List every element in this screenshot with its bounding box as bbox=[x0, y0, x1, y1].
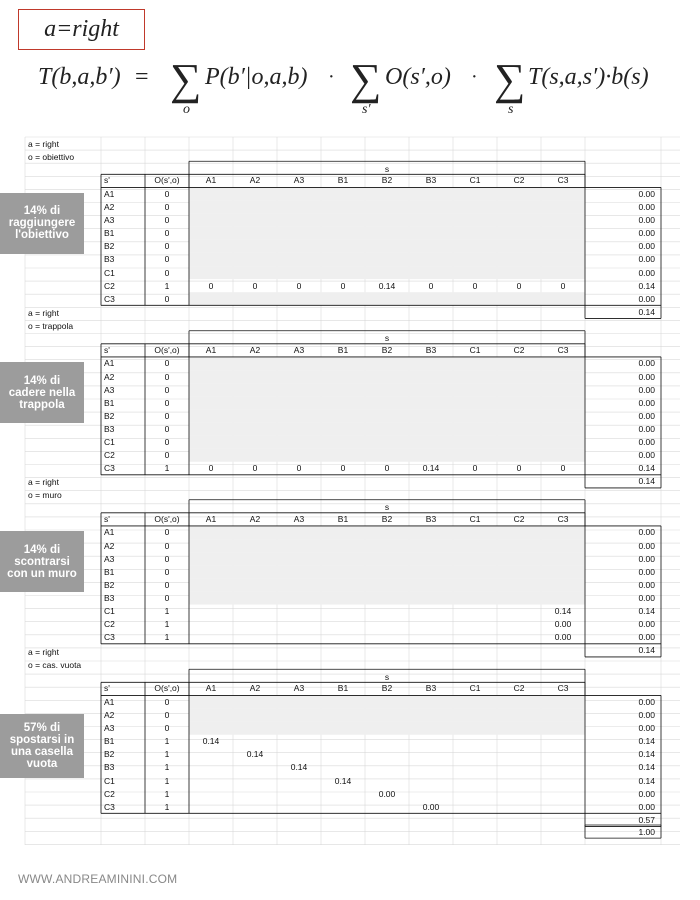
row-total: 0.00 bbox=[638, 358, 655, 369]
row-state-a2: A2 bbox=[104, 710, 115, 721]
row-observation-prob: 1 bbox=[164, 280, 170, 291]
row-observation-prob: 1 bbox=[164, 801, 170, 812]
row-state-c3: C3 bbox=[104, 801, 115, 812]
row-state-c1: C1 bbox=[104, 267, 115, 278]
cell-value-b3: 0.00 bbox=[422, 801, 440, 812]
cell-value-c2: 0 bbox=[516, 280, 522, 291]
row-total: 0.14 bbox=[638, 762, 655, 773]
row-observation-prob: 0 bbox=[164, 566, 170, 577]
row-observation-prob: 0 bbox=[164, 188, 170, 199]
row-state-c1: C1 bbox=[104, 437, 115, 448]
row-state-c2: C2 bbox=[104, 788, 115, 799]
row-state-b1: B1 bbox=[104, 566, 115, 577]
cell-value-a2: 0 bbox=[252, 463, 258, 474]
row-state-a1: A1 bbox=[104, 188, 115, 199]
sum-subscript-2: s′ bbox=[362, 102, 371, 117]
cell-value-b2: 0.14 bbox=[378, 280, 396, 291]
state-column-header-a2: A2 bbox=[249, 513, 261, 524]
cell-value-c3: 0.00 bbox=[554, 632, 572, 643]
state-column-header-c3: C3 bbox=[557, 344, 569, 355]
row-total: 0.00 bbox=[638, 553, 655, 564]
row-state-b2: B2 bbox=[104, 749, 115, 760]
row-observation-prob: 1 bbox=[164, 606, 170, 617]
formula-term-3: T(s,a,s′)·b(s) bbox=[528, 64, 649, 90]
row-state-c2: C2 bbox=[104, 450, 115, 461]
s-group-header: s bbox=[384, 333, 390, 344]
state-column-header-c1: C1 bbox=[469, 683, 481, 694]
state-column-header-c2: C2 bbox=[513, 175, 525, 186]
row-state-b1: B1 bbox=[104, 228, 115, 239]
summary-label: 14% di raggiungere l'obiettivo bbox=[0, 193, 84, 254]
row-total: 0.00 bbox=[638, 540, 655, 551]
row-state-c3: C3 bbox=[104, 293, 115, 304]
formula-dot-2: · bbox=[471, 66, 478, 88]
cell-value-c3: 0.00 bbox=[554, 619, 572, 630]
state-column-header-b1: B1 bbox=[337, 175, 349, 186]
row-observation-prob: 0 bbox=[164, 215, 170, 226]
row-observation-prob: 1 bbox=[164, 762, 170, 773]
cell-value-c3: 0 bbox=[560, 280, 566, 291]
row-observation-prob: 0 bbox=[164, 437, 170, 448]
row-total: 0.00 bbox=[638, 371, 655, 382]
row-total: 0.00 bbox=[638, 619, 655, 630]
row-observation-prob: 1 bbox=[164, 619, 170, 630]
row-state-a1: A1 bbox=[104, 527, 115, 538]
cell-value-a2: 0 bbox=[252, 280, 258, 291]
row-total: 0.00 bbox=[638, 293, 655, 304]
state-column-header-a3: A3 bbox=[293, 175, 305, 186]
state-column-header-a1: A1 bbox=[205, 175, 217, 186]
row-observation-prob: 0 bbox=[164, 696, 170, 707]
state-column-header-c1: C1 bbox=[469, 513, 481, 524]
row-state-b3: B3 bbox=[104, 423, 115, 434]
row-state-a2: A2 bbox=[104, 540, 115, 551]
cell-value-a3: 0 bbox=[296, 463, 302, 474]
state-column-header-b3: B3 bbox=[425, 683, 437, 694]
row-total: 0.00 bbox=[638, 632, 655, 643]
s-group-header: s bbox=[384, 163, 390, 174]
cell-value-a1: 0.14 bbox=[202, 736, 220, 747]
formula-lhs: T(b,a,b′) bbox=[38, 64, 121, 90]
state-column-header-a2: A2 bbox=[249, 683, 261, 694]
row-state-c3: C3 bbox=[104, 632, 115, 643]
state-column-header-b3: B3 bbox=[425, 344, 437, 355]
action-label: a = right bbox=[28, 308, 59, 318]
cell-value-b1: 0.14 bbox=[334, 775, 352, 786]
row-total: 0.00 bbox=[638, 723, 655, 734]
cell-value-a2: 0.14 bbox=[246, 749, 264, 760]
cell-value-b3: 0 bbox=[428, 280, 434, 291]
row-total: 0.14 bbox=[638, 749, 655, 760]
state-column-header-b1: B1 bbox=[337, 513, 349, 524]
row-total: 0.00 bbox=[638, 788, 655, 799]
row-observation-prob: 0 bbox=[164, 540, 170, 551]
cell-value-b2: 0.00 bbox=[378, 788, 396, 799]
row-observation-prob: 0 bbox=[164, 358, 170, 369]
row-state-c2: C2 bbox=[104, 619, 115, 630]
row-total: 0.00 bbox=[638, 384, 655, 395]
cell-value-c1: 0 bbox=[472, 463, 478, 474]
cell-value-c1: 0 bbox=[472, 280, 478, 291]
row-state-b3: B3 bbox=[104, 762, 115, 773]
cell-value-c3: 0.14 bbox=[554, 606, 572, 617]
row-observation-prob: 0 bbox=[164, 553, 170, 564]
obs-column-header: O(s',o) bbox=[154, 683, 180, 694]
row-total: 0.00 bbox=[638, 423, 655, 434]
action-label: a = right bbox=[28, 138, 59, 149]
cell-value-a3: 0.14 bbox=[290, 762, 308, 773]
action-label: a = right bbox=[28, 646, 59, 657]
row-total: 0.00 bbox=[638, 397, 655, 408]
row-observation-prob: 0 bbox=[164, 241, 170, 252]
row-state-a2: A2 bbox=[104, 202, 115, 213]
obs-column-header: O(s',o) bbox=[154, 175, 180, 186]
row-observation-prob: 0 bbox=[164, 710, 170, 721]
action-label: a = right bbox=[28, 477, 59, 487]
row-state-b3: B3 bbox=[104, 592, 115, 603]
row-total: 0.00 bbox=[638, 202, 655, 213]
row-observation-prob: 0 bbox=[164, 397, 170, 408]
s-group-header: s bbox=[384, 502, 390, 513]
action-title: a=right bbox=[44, 16, 119, 42]
cell-value-b2: 0 bbox=[384, 463, 390, 474]
row-observation-prob: 0 bbox=[164, 592, 170, 603]
row-total: 0.00 bbox=[638, 696, 655, 707]
cell-value-a1: 0 bbox=[208, 463, 214, 474]
summary-label: 14% di scontrarsi con un muro bbox=[0, 531, 84, 592]
block-sum: 0.14 bbox=[638, 476, 655, 487]
row-observation-prob: 0 bbox=[164, 254, 170, 265]
row-observation-prob: 0 bbox=[164, 579, 170, 590]
formula-dot-1: · bbox=[328, 66, 335, 88]
cell-value-a3: 0 bbox=[296, 280, 302, 291]
row-total: 0.14 bbox=[638, 463, 655, 474]
observation-label: o = cas. vuota bbox=[28, 659, 82, 670]
row-state-b1: B1 bbox=[104, 397, 115, 408]
row-state-b2: B2 bbox=[104, 579, 115, 590]
state-column-header-b1: B1 bbox=[337, 344, 349, 355]
state-column-header-c3: C3 bbox=[557, 683, 569, 694]
sum-symbol-1: ∑ bbox=[170, 55, 202, 104]
row-state-c2: C2 bbox=[104, 280, 115, 291]
row-state-b3: B3 bbox=[104, 254, 115, 265]
observation-label: o = trappola bbox=[28, 321, 74, 332]
block-sum: 0.14 bbox=[638, 645, 655, 656]
row-state-a3: A3 bbox=[104, 384, 115, 395]
row-total: 0.00 bbox=[638, 267, 655, 278]
cell-value-a1: 0 bbox=[208, 280, 214, 291]
state-column-header-a3: A3 bbox=[293, 513, 305, 524]
state-column-header-b2: B2 bbox=[381, 344, 393, 355]
row-observation-prob: 1 bbox=[164, 749, 170, 760]
state-column-header-b3: B3 bbox=[425, 513, 437, 524]
sprime-column-header: s' bbox=[104, 175, 110, 186]
row-total: 0.00 bbox=[638, 579, 655, 590]
row-observation-prob: 0 bbox=[164, 450, 170, 461]
row-total: 0.00 bbox=[638, 228, 655, 239]
row-total: 0.00 bbox=[638, 241, 655, 252]
cell-value-c3: 0 bbox=[560, 463, 566, 474]
row-state-c3: C3 bbox=[104, 463, 115, 474]
row-state-c1: C1 bbox=[104, 775, 115, 786]
state-column-header-a1: A1 bbox=[205, 683, 217, 694]
obs-column-header: O(s',o) bbox=[154, 344, 180, 355]
row-observation-prob: 1 bbox=[164, 632, 170, 643]
state-column-header-a3: A3 bbox=[293, 683, 305, 694]
row-observation-prob: 0 bbox=[164, 410, 170, 421]
row-total: 0.00 bbox=[638, 710, 655, 721]
formula-term-1: P(b′|o,a,b) bbox=[205, 64, 308, 90]
row-total: 0.00 bbox=[638, 254, 655, 265]
row-total: 0.14 bbox=[638, 775, 655, 786]
state-column-header-b2: B2 bbox=[381, 175, 393, 186]
observation-label: o = obiettivo bbox=[28, 151, 75, 162]
row-state-a1: A1 bbox=[104, 696, 115, 707]
row-observation-prob: 1 bbox=[164, 775, 170, 786]
row-observation-prob: 0 bbox=[164, 423, 170, 434]
row-observation-prob: 0 bbox=[164, 527, 170, 538]
state-column-header-c1: C1 bbox=[469, 175, 481, 186]
state-column-header-a3: A3 bbox=[293, 344, 305, 355]
state-column-header-b3: B3 bbox=[425, 175, 437, 186]
row-state-b1: B1 bbox=[104, 736, 115, 747]
row-observation-prob: 0 bbox=[164, 371, 170, 382]
row-state-a2: A2 bbox=[104, 371, 115, 382]
row-total: 0.00 bbox=[638, 437, 655, 448]
sprime-column-header: s' bbox=[104, 683, 110, 694]
state-column-header-c2: C2 bbox=[513, 683, 525, 694]
row-total: 0.00 bbox=[638, 592, 655, 603]
row-state-a1: A1 bbox=[104, 358, 115, 369]
sum-subscript-1: o bbox=[183, 102, 190, 117]
row-total: 0.00 bbox=[638, 527, 655, 538]
state-column-header-b2: B2 bbox=[381, 683, 393, 694]
row-state-b2: B2 bbox=[104, 410, 115, 421]
state-column-header-b1: B1 bbox=[337, 683, 349, 694]
summary-label: 57% di spostarsi in una casella vuota bbox=[0, 714, 84, 778]
row-observation-prob: 0 bbox=[164, 384, 170, 395]
row-state-b2: B2 bbox=[104, 241, 115, 252]
row-observation-prob: 1 bbox=[164, 788, 170, 799]
sum-symbol-2: ∑ bbox=[350, 55, 382, 104]
state-column-header-a1: A1 bbox=[205, 513, 217, 524]
row-state-a3: A3 bbox=[104, 723, 115, 734]
row-total: 0.00 bbox=[638, 188, 655, 199]
row-total: 0.14 bbox=[638, 736, 655, 747]
row-total: 0.00 bbox=[638, 215, 655, 226]
state-column-header-c2: C2 bbox=[513, 344, 525, 355]
cell-value-b1: 0 bbox=[340, 280, 346, 291]
row-state-c1: C1 bbox=[104, 606, 115, 617]
row-observation-prob: 0 bbox=[164, 228, 170, 239]
cell-value-c2: 0 bbox=[516, 463, 522, 474]
row-state-a3: A3 bbox=[104, 553, 115, 564]
state-column-header-c1: C1 bbox=[469, 344, 481, 355]
sum-symbol-3: ∑ bbox=[494, 55, 526, 104]
obs-column-header: O(s',o) bbox=[154, 513, 180, 524]
s-group-header: s bbox=[384, 671, 390, 682]
footer-site: WWW.ANDREAMININI.COM bbox=[18, 872, 178, 886]
state-column-header-a2: A2 bbox=[249, 175, 261, 186]
row-total: 0.00 bbox=[638, 410, 655, 421]
formula-term-2: O(s′,o) bbox=[385, 64, 451, 90]
row-total: 0.14 bbox=[638, 606, 655, 617]
state-column-header-c3: C3 bbox=[557, 175, 569, 186]
row-state-a3: A3 bbox=[104, 215, 115, 226]
sprime-column-header: s' bbox=[104, 344, 110, 355]
cell-value-b1: 0 bbox=[340, 463, 346, 474]
row-total: 0.00 bbox=[638, 450, 655, 461]
row-total: 0.14 bbox=[638, 280, 655, 291]
sum-subscript-3: s bbox=[508, 102, 514, 117]
summary-label: 14% di cadere nella trappola bbox=[0, 362, 84, 423]
row-observation-prob: 1 bbox=[164, 736, 170, 747]
sprime-column-header: s' bbox=[104, 513, 110, 524]
row-total: 0.00 bbox=[638, 566, 655, 577]
observation-label: o = muro bbox=[28, 490, 62, 501]
block-sum: 0.14 bbox=[638, 306, 655, 317]
state-column-header-a1: A1 bbox=[205, 344, 217, 355]
block-sum: 0.57 bbox=[638, 814, 655, 825]
row-total: 0.00 bbox=[638, 801, 655, 812]
formula-equals: = bbox=[135, 64, 149, 90]
row-observation-prob: 0 bbox=[164, 293, 170, 304]
grand-total: 1.00 bbox=[638, 826, 655, 837]
state-column-header-b2: B2 bbox=[381, 513, 393, 524]
row-observation-prob: 0 bbox=[164, 202, 170, 213]
cell-value-b3: 0.14 bbox=[422, 463, 440, 474]
row-observation-prob: 0 bbox=[164, 267, 170, 278]
row-observation-prob: 1 bbox=[164, 463, 170, 474]
state-column-header-a2: A2 bbox=[249, 344, 261, 355]
state-column-header-c3: C3 bbox=[557, 513, 569, 524]
row-observation-prob: 0 bbox=[164, 723, 170, 734]
state-column-header-c2: C2 bbox=[513, 513, 525, 524]
